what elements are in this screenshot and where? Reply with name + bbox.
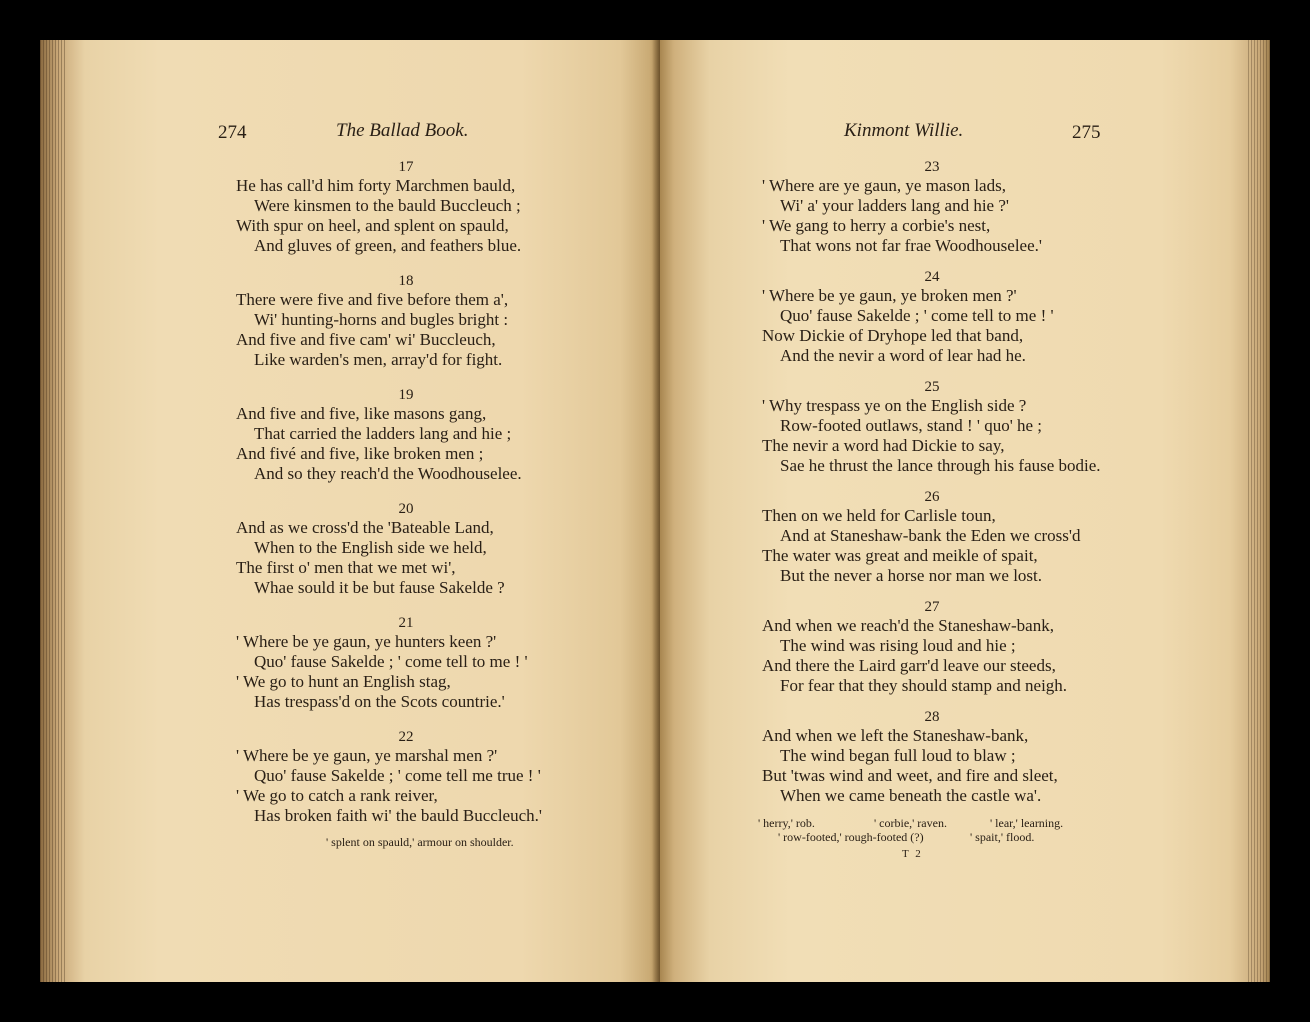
- verse-line: ' We go to catch a rank reiver,: [236, 786, 438, 805]
- verse-line: When to the English side we held,: [254, 538, 487, 557]
- stanza: [762, 158, 1182, 256]
- verse-line: And there the Laird garr'd leave our steeds,: [762, 656, 1056, 675]
- stanza: [762, 488, 1182, 586]
- verse-line: Quo' fause Sakelde ; ' come tell to me ! ': [780, 306, 1054, 325]
- verse-line: ' Why trespass ye on the English side ?: [762, 396, 1027, 415]
- running-title: Kinmont Willie.: [844, 120, 964, 141]
- stanza: [236, 158, 656, 256]
- verse-line: The water was great and meikle of spait,: [762, 546, 1038, 565]
- left-page: [40, 40, 660, 982]
- verse-line: When we came beneath the castle wa'.: [780, 786, 1042, 805]
- verse-line: Quo' fause Sakelde ; ' come tell to me ! ': [254, 652, 528, 671]
- footnote: ' herry,' rob.: [758, 816, 815, 830]
- verse-line: The wind was rising loud and hie ;: [780, 636, 1016, 655]
- stanza-number: 20: [398, 501, 414, 517]
- verse-line: That wons not far frae Woodhouselee.': [780, 236, 1042, 255]
- stanza: [236, 728, 656, 826]
- verse-line: ' Where are ye gaun, ye mason lads,: [762, 176, 1006, 195]
- verse-line: And five and five, like masons gang,: [236, 404, 487, 423]
- stanza-number: 24: [924, 269, 940, 285]
- verse-line: Now Dickie of Dryhope led that band,: [762, 326, 1024, 345]
- footnote: ' lear,' learning.: [990, 816, 1064, 830]
- verse-line: Whae sould it be but fause Sakelde ?: [254, 578, 505, 597]
- footnote: ' corbie,' raven.: [874, 816, 947, 830]
- page-number: 275: [1072, 122, 1101, 143]
- verse-line: And at Staneshaw-bank the Eden we cross'd: [780, 526, 1081, 545]
- verse-line: Sae he thrust the lance through his fause bodie.: [780, 456, 1101, 475]
- open-book: [40, 40, 1270, 982]
- stanza: [236, 614, 656, 712]
- stanza-number: 19: [398, 387, 414, 403]
- verse-line: And five and five cam' wi' Buccleuch,: [236, 330, 496, 349]
- verse-line: Like warden's men, array'd for fight.: [254, 350, 503, 369]
- verse-line: There were five and five before them a',: [236, 290, 509, 309]
- stanza-number: 22: [398, 729, 414, 745]
- verse-line: Wi' hunting-horns and bugles bright :: [254, 310, 509, 329]
- stanza-number: 27: [924, 599, 940, 615]
- stanza-number: 21: [398, 615, 414, 631]
- verse-line: Has trespass'd on the Scots countrie.': [254, 692, 505, 711]
- verse-line: That carried the ladders lang and hie ;: [254, 424, 512, 443]
- verse-line: The first o' men that we met wi',: [236, 558, 456, 577]
- verse-line: Then on we held for Carlisle toun,: [762, 506, 996, 525]
- running-title: The Ballad Book.: [336, 120, 469, 141]
- stanza: [236, 386, 656, 484]
- verse-line: The wind began full loud to blaw ;: [780, 746, 1016, 765]
- verse-line: ' We gang to herry a corbie's nest,: [762, 216, 991, 235]
- verse-line: Were kinsmen to the bauld Buccleuch ;: [254, 196, 521, 215]
- verse-line: And gluves of green, and feathers blue.: [254, 236, 522, 255]
- stanza-number: 28: [924, 709, 940, 725]
- stanza: [762, 378, 1182, 476]
- stanza-number: 17: [398, 159, 414, 175]
- stanza-number: 25: [924, 379, 940, 395]
- stanza-number: 26: [924, 489, 940, 505]
- page-number: 274: [218, 122, 247, 143]
- stanza-number: 23: [924, 159, 940, 175]
- verse-line: And when we reach'd the Staneshaw-bank,: [762, 616, 1054, 635]
- verse-line: ' Where be ye gaun, ye hunters keen ?': [236, 632, 497, 651]
- stanza: [236, 500, 656, 598]
- stanza: [762, 708, 1182, 806]
- verse-line: ' We go to hunt an English stag,: [236, 672, 451, 691]
- verse-line: The nevir a word had Dickie to say,: [762, 436, 1005, 455]
- signature-mark: T 2: [902, 848, 923, 860]
- stanza: [762, 268, 1182, 366]
- stanza-number: 18: [398, 273, 414, 289]
- verse-line: Quo' fause Sakelde ; ' come tell me true ! ': [254, 766, 541, 785]
- verse-line: And as we cross'd the 'Bateable Land,: [236, 518, 494, 537]
- footnote: ' row-footed,' rough-footed (?): [778, 830, 924, 844]
- verse-line: And the nevir a word of lear had he.: [780, 346, 1026, 365]
- verse-line: But the never a horse nor man we lost.: [780, 566, 1043, 585]
- footnote: ' spait,' flood.: [970, 830, 1035, 844]
- verse-line: For fear that they should stamp and neigh.: [780, 676, 1068, 695]
- stanza: [236, 272, 656, 370]
- verse-line: ' Where be ye gaun, ye marshal men ?': [236, 746, 498, 765]
- verse-line: And fivé and five, like broken men ;: [236, 444, 484, 463]
- verse-line: He has call'd him forty Marchmen bauld,: [236, 176, 516, 195]
- right-page: [660, 40, 1270, 982]
- verse-line: ' Where be ye gaun, ye broken men ?': [762, 286, 1017, 305]
- verse-line: Wi' a' your ladders lang and hie ?': [780, 196, 1009, 215]
- verse-line: Row-footed outlaws, stand ! ' quo' he ;: [780, 416, 1043, 435]
- verse-line: Has broken faith wi' the bauld Buccleuch.': [254, 806, 542, 825]
- verse-line: But 'twas wind and weet, and fire and sleet,: [762, 766, 1058, 785]
- verse-line: With spur on heel, and splent on spauld,: [236, 216, 509, 235]
- verse-line: And so they reach'd the Woodhouselee.: [254, 464, 522, 483]
- stanza: [762, 598, 1182, 696]
- verse-line: And when we left the Staneshaw-bank,: [762, 726, 1029, 745]
- footnote: ' splent on spauld,' armour on shoulder.: [326, 835, 514, 849]
